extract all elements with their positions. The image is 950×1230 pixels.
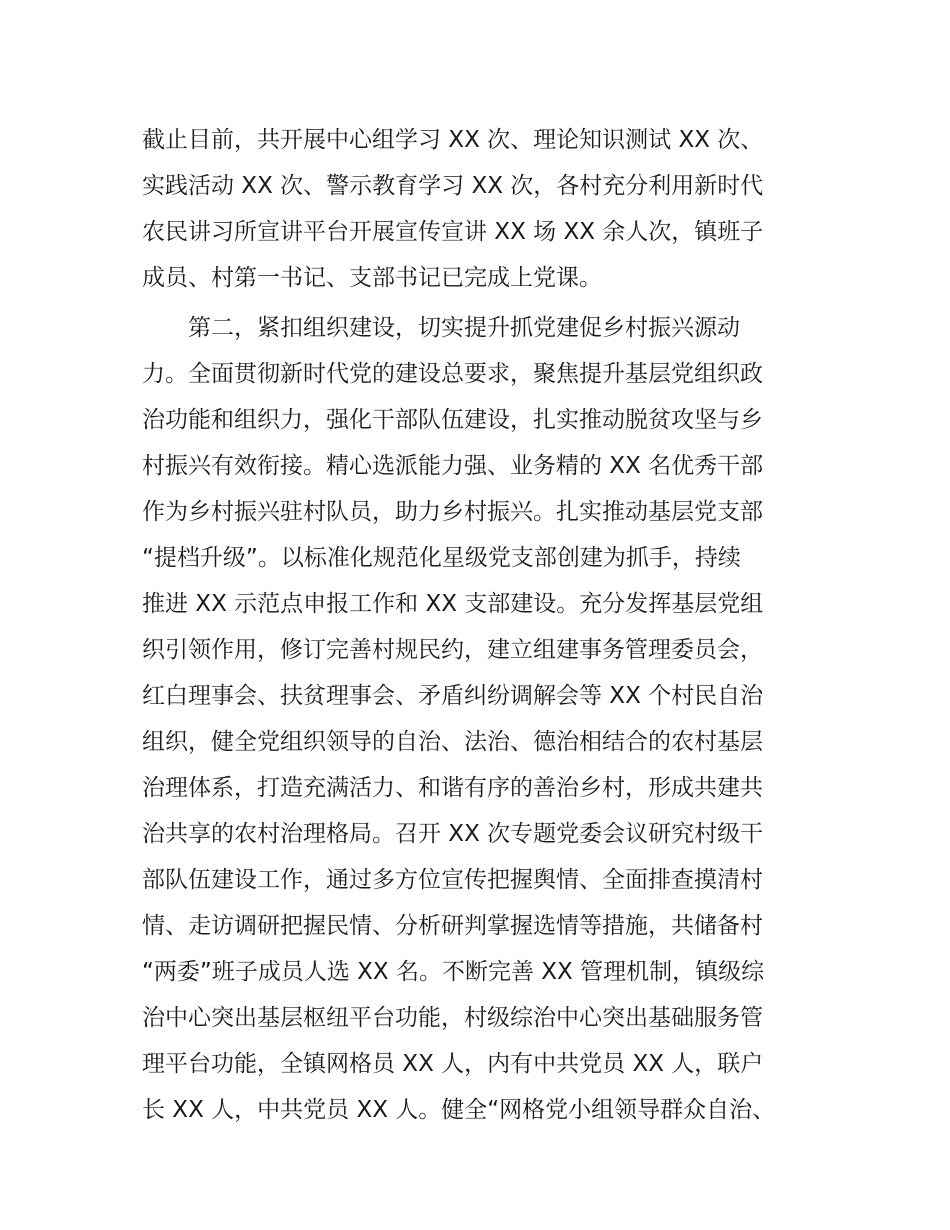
paragraph-2-line: 推进 XX 示范点申报工作和 XX 支部建设。充分发挥基层党组 bbox=[142, 591, 764, 617]
paragraph-2-line: 力。全面贯彻新时代党的建设总要求，聚焦提升基层党组织政 bbox=[142, 361, 763, 387]
paragraph-2-line: 村振兴有效衔接。精心选派能力强、业务精的 XX 名优秀干部 bbox=[142, 453, 764, 479]
paragraph-1-line: 农民讲习所宣讲平台开展宣传宣讲 XX 场 XX 余人次，镇班子 bbox=[142, 219, 764, 245]
paragraph-2-line: 部队伍建设工作，通过多方位宣传把握舆情、全面排查摸清村 bbox=[142, 867, 763, 893]
paragraph-1-line: 成员、村第一书记、支部书记已完成上党课。 bbox=[142, 265, 602, 291]
paragraph-2-line: 治理体系，打造充满活力、和谐有序的善治乡村，形成共建共 bbox=[142, 775, 763, 801]
paragraph-2-line: 理平台功能，全镇网格员 XX 人，内有中共党员 XX 人，联户 bbox=[142, 1051, 764, 1077]
paragraph-2-line: 织引领作用，修订完善村规民约，建立组建事务管理委员会， bbox=[142, 637, 763, 663]
paragraph-2-line: 治共享的农村治理格局。召开 XX 次专题党委会议研究村级干 bbox=[142, 821, 764, 847]
paragraph-2-line: 长 XX 人，中共党员 XX 人。健全“网格党小组领导群众自治、 bbox=[142, 1097, 776, 1123]
paragraph-2-line: 治中心突出基层枢纽平台功能，村级综治中心突出基础服务管 bbox=[142, 1005, 763, 1031]
paragraph-2-line: 红白理事会、扶贫理事会、矛盾纠纷调解会等 XX 个村民自治 bbox=[142, 683, 764, 709]
paragraph-2-line: “两委”班子成员人选 XX 名。不断完善 XX 管理机制，镇级综 bbox=[142, 959, 765, 985]
paragraph-2-line: 治功能和组织力，强化干部队伍建设，扎实推动脱贫攻坚与乡 bbox=[142, 407, 763, 433]
paragraph-1-line: 截止目前，共开展中心组学习 XX 次、理论知识测试 XX 次、 bbox=[142, 127, 764, 153]
paragraph-2-line: 组织，健全党组织领导的自治、法治、德治相结合的农村基层 bbox=[142, 729, 763, 755]
paragraph-1-line: 实践活动 XX 次、警示教育学习 XX 次，各村充分利用新时代 bbox=[142, 173, 764, 199]
paragraph-2-line: 情、走访调研把握民情、分析研判掌握选情等措施，共储备村 bbox=[142, 913, 763, 939]
paragraph-2-line: 作为乡村振兴驻村队员，助力乡村振兴。扎实推动基层党支部 bbox=[142, 499, 763, 525]
paragraph-2-line: “提档升级”。以标准化规范化星级党支部创建为抓手，持续 bbox=[142, 545, 741, 571]
paragraph-2-line: 第二，紧扣组织建设，切实提升抓党建促乡村振兴源动 bbox=[188, 315, 740, 341]
